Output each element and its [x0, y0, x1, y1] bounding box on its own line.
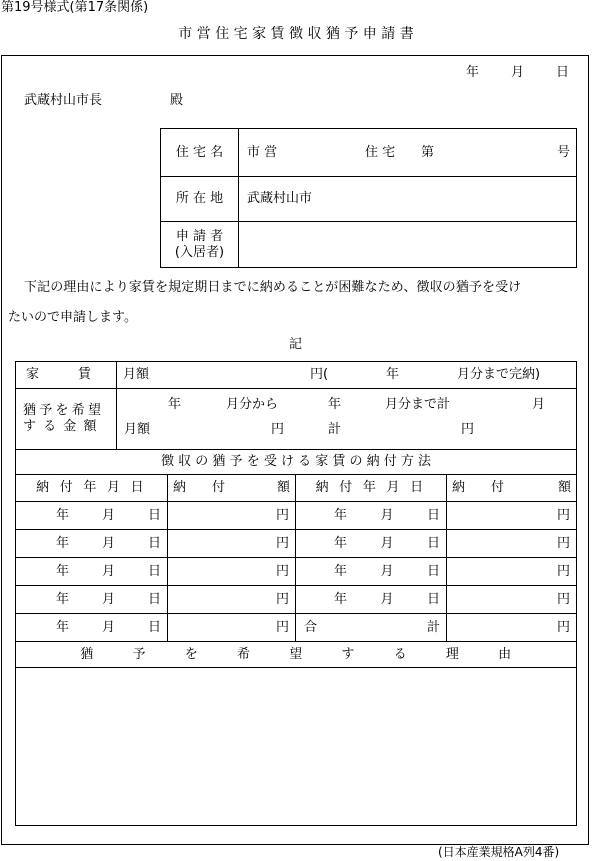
- housing-prefix: 市 営: [247, 144, 278, 160]
- defer-yen2: 円: [461, 422, 475, 437]
- m: 月: [380, 507, 394, 523]
- col-amount-right: [447, 475, 577, 502]
- applicant-label-line1: 申 請 者: [175, 228, 224, 244]
- payment-amount-left: 円: [168, 530, 296, 558]
- payment-date-left: [16, 502, 168, 530]
- payment-date-left: [16, 614, 168, 642]
- reason-body: [16, 668, 577, 826]
- method-title: 徴 収 の 猶 予 を 受 け る 家 賃 の 納 付 方 法: [16, 450, 577, 475]
- defer-until-total: 月分まで計: [385, 397, 451, 412]
- location-label: 所 在 地: [161, 177, 239, 222]
- total-label: 合: [304, 619, 318, 635]
- m: 月: [101, 591, 115, 607]
- body-text-line2: たいので申請します。: [8, 310, 137, 325]
- location-value: 武蔵村山市: [239, 177, 577, 222]
- form-number: 第19号様式(第17条関係): [1, 0, 149, 15]
- payment-date-left: [16, 586, 168, 614]
- rent-label: [16, 362, 117, 389]
- d: 日: [147, 507, 161, 523]
- defer-value: [117, 389, 577, 450]
- defer-label-line2: する金額: [23, 419, 104, 434]
- footer-standard: (日本産業規格A列4番): [438, 845, 560, 859]
- rent-table: [15, 361, 577, 826]
- y: 年: [56, 619, 70, 635]
- body-text-line1: 下記の理由により家賃を規定期日までに納めることが困難なため、徴収の猶予を受け: [24, 280, 522, 295]
- rent-until: 月分まで完納): [457, 367, 541, 382]
- housing-go: 号: [557, 144, 571, 160]
- col-amount-left-suffix: 額: [276, 480, 290, 496]
- payment-amount-right: 円: [447, 586, 577, 614]
- d: 日: [147, 563, 161, 579]
- payment-amount-right: 円: [447, 502, 577, 530]
- col-amount-right-suffix: 額: [558, 480, 572, 496]
- housing-value: [239, 129, 577, 177]
- col-date-left: 納 付 年 月 日: [16, 475, 168, 502]
- defer-label: [16, 389, 117, 450]
- payment-row: [16, 502, 577, 530]
- defer-monthly: 月額: [124, 422, 151, 437]
- payment-row: [16, 530, 577, 558]
- rent-value: [117, 362, 577, 389]
- payment-date-left: [16, 530, 168, 558]
- applicant-value: [239, 222, 577, 268]
- defer-year2: 年: [328, 397, 342, 412]
- total-amount: 円: [447, 614, 577, 642]
- page-title: 市 営 住 宅 家 賃 徴 収 猶 予 申 請 書: [178, 26, 414, 42]
- payment-date-right: [296, 586, 447, 614]
- housing-mid: 住 宅: [365, 144, 396, 160]
- payment-date-right: [296, 502, 447, 530]
- rent-monthly: 月額: [123, 367, 150, 382]
- y: 年: [334, 563, 348, 579]
- defer-yen1: 円: [271, 422, 285, 437]
- payment-date-left: [16, 558, 168, 586]
- reason-title: 猶 予 を 希 望 す る 理 由: [16, 642, 577, 668]
- payment-amount-right: 円: [447, 558, 577, 586]
- payment-amount-left: 円: [168, 614, 296, 642]
- d: 日: [147, 535, 161, 551]
- m: 月: [101, 507, 115, 523]
- rent-label-text: 家 賃: [26, 367, 92, 383]
- applicant-table: [160, 128, 577, 268]
- addressee-name: 武蔵村山市長: [24, 93, 103, 108]
- applicant-label-line2: (入居者): [174, 244, 225, 260]
- total-cell: [296, 614, 447, 642]
- d: 日: [426, 563, 440, 579]
- payment-row-total: [16, 614, 577, 642]
- payment-amount-right: 円: [447, 530, 577, 558]
- col-amount-left: [168, 475, 296, 502]
- housing-dai: 第: [421, 144, 435, 160]
- rent-year: 年: [386, 367, 400, 382]
- m: 月: [101, 619, 115, 635]
- applicant-label: [161, 222, 239, 268]
- col-amount-right-label: 納 付: [452, 480, 505, 496]
- defer-label-line1: 猶予を希望: [23, 403, 105, 419]
- date-month: 月: [511, 65, 525, 80]
- d: 日: [147, 591, 161, 607]
- date-year: 年: [466, 65, 480, 80]
- m: 月: [101, 563, 115, 579]
- payment-amount-left: 円: [168, 586, 296, 614]
- d: 日: [426, 507, 440, 523]
- m: 月: [380, 563, 394, 579]
- m: 月: [380, 535, 394, 551]
- y: 年: [56, 507, 70, 523]
- m: 月: [380, 591, 394, 607]
- date-day: 日: [556, 65, 570, 80]
- defer-months: 月: [532, 397, 546, 412]
- defer-from: 月分から: [226, 397, 279, 412]
- payment-row: [16, 586, 577, 614]
- y: 年: [56, 591, 70, 607]
- total-suffix: 計: [426, 619, 440, 635]
- defer-year1: 年: [168, 397, 182, 412]
- d: 日: [147, 619, 161, 635]
- rent-yen: 円(: [310, 367, 329, 382]
- payment-amount-left: 円: [168, 502, 296, 530]
- defer-total: 計: [328, 422, 342, 437]
- y: 年: [334, 507, 348, 523]
- payment-amount-left: 円: [168, 558, 296, 586]
- y: 年: [56, 535, 70, 551]
- payment-row: [16, 558, 577, 586]
- y: 年: [334, 591, 348, 607]
- y: 年: [56, 563, 70, 579]
- addressee-honorific: 殿: [170, 93, 184, 108]
- payment-date-right: [296, 530, 447, 558]
- col-date-right: 納 付 年 月 日: [296, 475, 447, 502]
- y: 年: [334, 535, 348, 551]
- col-amount-left-label: 納 付: [173, 480, 226, 496]
- ki-label: 記: [289, 337, 303, 352]
- m: 月: [101, 535, 115, 551]
- d: 日: [426, 535, 440, 551]
- payment-date-right: [296, 558, 447, 586]
- housing-label: 住 宅 名: [161, 129, 239, 177]
- d: 日: [426, 591, 440, 607]
